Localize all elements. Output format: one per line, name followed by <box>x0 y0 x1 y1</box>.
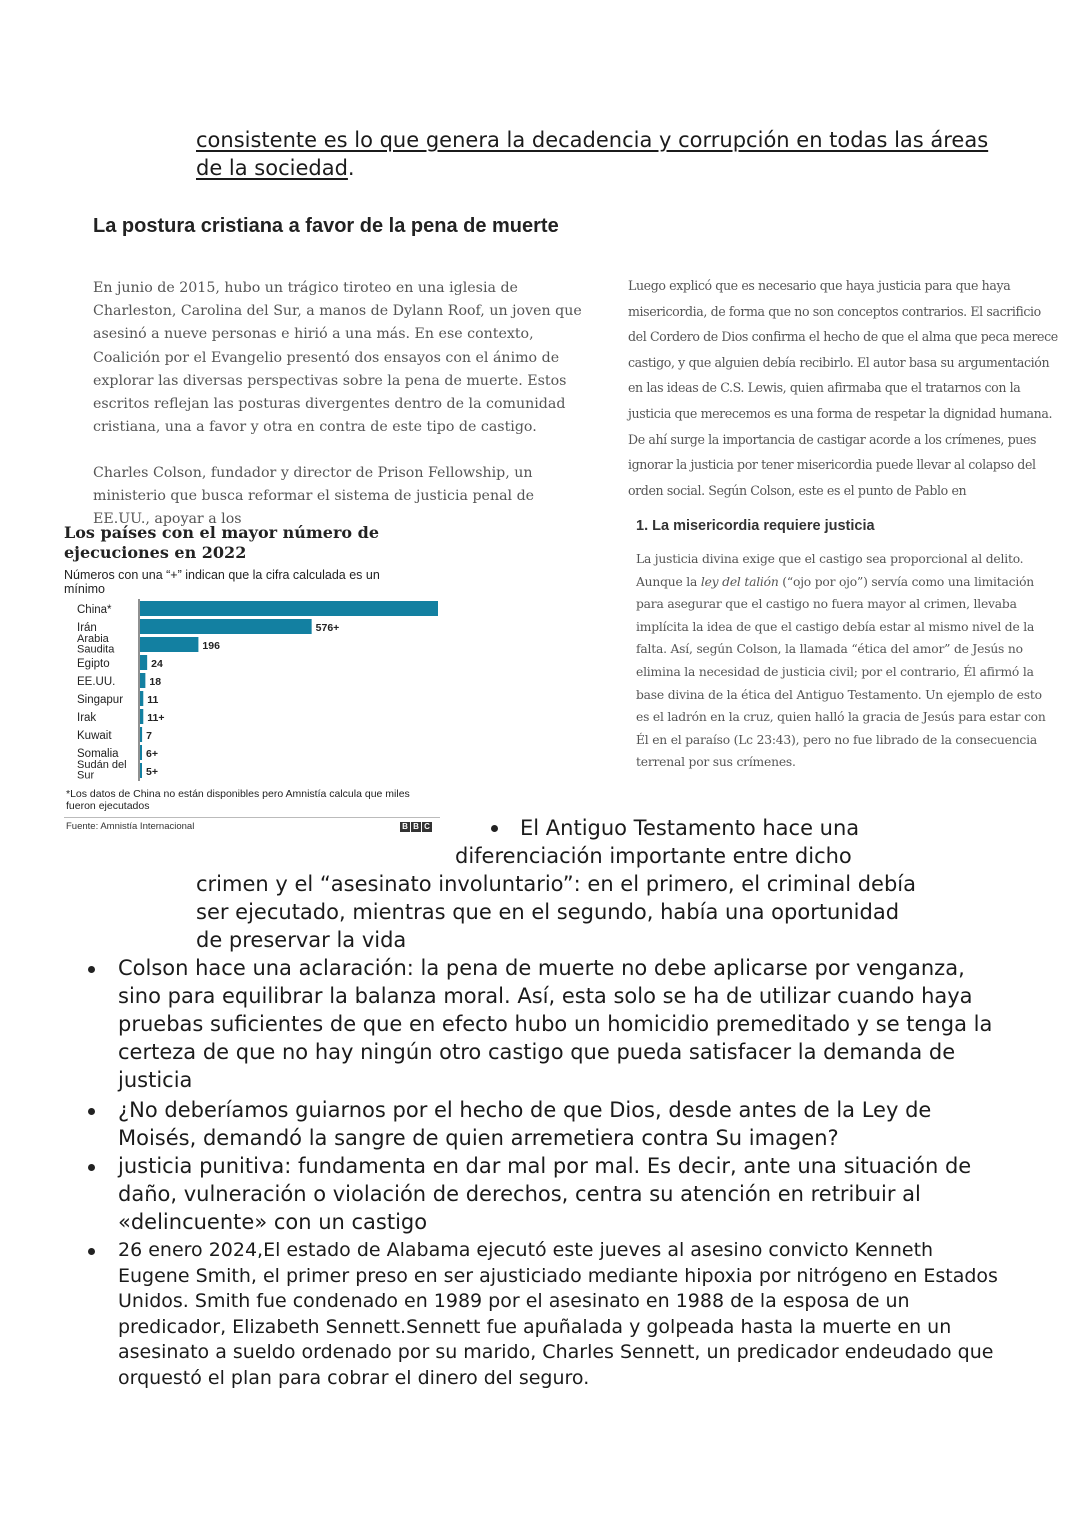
chart-source: Fuente: Amnistía Internacional <box>66 821 195 832</box>
article-paragraph-right-2 <box>636 548 1054 774</box>
chart-bar <box>140 655 147 670</box>
note-period: . <box>347 156 355 180</box>
continued-note-text <box>196 126 996 182</box>
chart-category-label: Singapur <box>77 694 124 706</box>
bbc-logo-letter: B <box>400 822 410 832</box>
chart-bar <box>140 727 142 742</box>
chart-bar <box>140 745 142 760</box>
paragraph-italic-term: ley del talión <box>700 574 779 589</box>
chart-value-label: 24 <box>151 658 163 670</box>
chart-category-label: Somalia <box>77 748 119 760</box>
chart-subtitle: Números con una “+” indican que la cifra calculada es un mínimo <box>64 568 380 596</box>
chart-category-label: Arabia Saudita <box>77 633 115 656</box>
article-paragraph-right-1: Luego explicó que es necesario que haya justicia para que haya misericordia, de forma que no son conceptos contrarios. El sacrificio del Cordero de Dios confirma el hecho de que el alma que peca merece castigo, y que alguien debía recibirlo. El autor basa su argumentación en las ideas de C.S. Lewis, quien afirmaba que el tratarnos con la justicia que merecemos es una forma de respetar la dignidad humana. De ahí surge la importancia de castigar acorde a los crímenes, pues ignorar la justicia por tener misericordia puede llevar al colapso del orden social. Según Colson, este es el punto de Pablo en <box>628 278 1058 498</box>
bullet-3-text: ¿No deberíamos guiarnos por el hecho de que Dios, desde antes de la Ley de Moisés, demandó la sangre de quien arremetiera contra Su imagen? <box>118 1098 932 1150</box>
chart-divider <box>64 817 440 818</box>
chart-bar <box>140 763 142 778</box>
executions-chart <box>64 523 444 838</box>
chart-category-label: Sudán del Sur <box>77 759 127 782</box>
bullet-1-line-2: diferenciación importante entre dicho <box>455 844 852 868</box>
chart-bar <box>140 637 198 652</box>
chart-value-label: 196 <box>202 640 220 652</box>
bbc-logo-letter: C <box>422 822 432 832</box>
bullet-dot <box>88 966 95 973</box>
chart-category-label: EE.UU. <box>77 676 116 688</box>
chart-value-label: 5+ <box>146 766 158 778</box>
bullet-1-continuation: crimen y el “asesinato involuntario”: en el primero, el criminal debía ser ejecutado, mientras que en el segundo, había una oportunidad de preservar la vida <box>196 872 916 952</box>
bullet-dot <box>491 825 498 832</box>
article-heading-left: La postura cristiana a favor de la pena de muerte <box>93 215 559 237</box>
chart-category-label: Kuwait <box>77 730 112 742</box>
bullet-dot <box>88 1108 95 1115</box>
underlined-note: consistente es lo que genera la decadencia y corrupción en todas las áreas de la sociedad <box>196 128 989 180</box>
chart-category-label: Egipto <box>77 658 110 670</box>
bullet-4-text: justicia punitiva: fundamenta en dar mal por mal. Es decir, ante una situación de daño, vulneración o violación de derechos, centra su atención en retribuir al «delincuente» con un castigo <box>118 1154 972 1234</box>
paragraph-part-b: (“ojo por ojo”) servía como una limitación para asegurar que el castigo no fuera mayor al crimen, llevaba implícita la idea de que el castigo debía estar al mismo nivel de la falta. Así, según Colson, la llamada “ética del amor” de Jesús no elimina la necesidad de justicia civil; por el contrario, Él afirmó la base divina de la ética del Antiguo Testamento. Un ejemplo de esto es el ladrón en la cruz, quien halló la gracia de Jesús para estar con Él en el paraíso (Lc 23:43), pero no fue librado de la consecuencia terrenal por sus crímenes. <box>636 574 1046 770</box>
chart-title: Los países con el mayor número de ejecuciones en 2022 <box>64 523 380 562</box>
bullet-dot <box>88 1248 95 1255</box>
chart-category-label: Irak <box>77 712 97 724</box>
article-heading-right: 1. La misericordia requiere justicia <box>636 518 875 534</box>
chart-bar <box>140 691 143 706</box>
chart-bar <box>140 709 143 724</box>
chart-bar <box>140 673 145 688</box>
bullet-dot <box>88 1164 95 1171</box>
chart-plot <box>64 599 444 789</box>
chart-value-label: 11 <box>147 694 159 706</box>
chart-value-label: 18 <box>149 676 162 688</box>
chart-value-label: 11+ <box>147 712 165 724</box>
article-paragraph-left-2: Charles Colson, fundador y director de Prison Fellowship, un ministerio que busca reformar el sistema de justicia penal de EE.UU., apoyar a los <box>93 465 535 528</box>
chart-bar <box>140 619 312 634</box>
chart-bar <box>140 601 438 616</box>
article-paragraph-left-1: En junio de 2015, hubo un trágico tiroteo en una iglesia de Charleston, Carolina del Sur, a manos de Dylann Roof, un joven que asesinó a nueve personas e hirió a una más. En ese contexto, Coalición por el Evangelio presentó dos ensayos con el ánimo de explorar las diversas perspectivas sobre la pena de muerte. Estos escritos reflejan las posturas divergentes dentro de la comunidad cristiana, una a favor y otra en contra de este tipo de castigo. <box>93 280 582 436</box>
chart-category-label: China* <box>77 604 112 616</box>
paragraph-part-a: La justicia divina exige que el castigo sea proporcional al delito. Aunque la <box>636 552 1024 589</box>
bullet-1-line-1: El Antiguo Testamento hace una <box>520 816 860 840</box>
bbc-logo <box>400 822 432 832</box>
chart-value-label: 6+ <box>146 748 158 760</box>
chart-category-label: Irán <box>77 622 97 634</box>
bullet-2-text: Colson hace una aclaración: la pena de muerte no debe aplicarse por venganza, sino para equilibrar la balanza moral. Así, esta solo se ha de utilizar cuando haya pruebas suficientes de que en efecto hubo un homicidio premeditado y se tenga la certeza de que no hay ningún otro castigo que pueda satisfacer la demanda de justicia <box>118 956 993 1092</box>
chart-value-label: 576+ <box>315 622 340 634</box>
chart-value-label: 7 <box>146 730 152 742</box>
chart-footnote: *Los datos de China no están disponibles pero Amnistía calcula que miles fueron ejecutados <box>66 788 410 812</box>
bullet-5-text: 26 enero 2024,El estado de Alabama ejecutó este jueves al asesino convicto Kenneth Eugene Smith, el primer preso en ser ajusticiado mediante hipoxia por nitrógeno en Estados Unidos. Smith fue condenado en 1989 por el asesinato en 1988 de la esposa de un predicador, Elizabeth Sennett.Sennett fue apuñalada y golpeada hasta la muerte en un asesinato a sueldo ordenado por su marido, Charles Sennett, un predicador endeudado que orquestó el plan para cobrar el dinero del seguro. <box>118 1239 998 1389</box>
bbc-logo-letter: B <box>411 822 421 832</box>
